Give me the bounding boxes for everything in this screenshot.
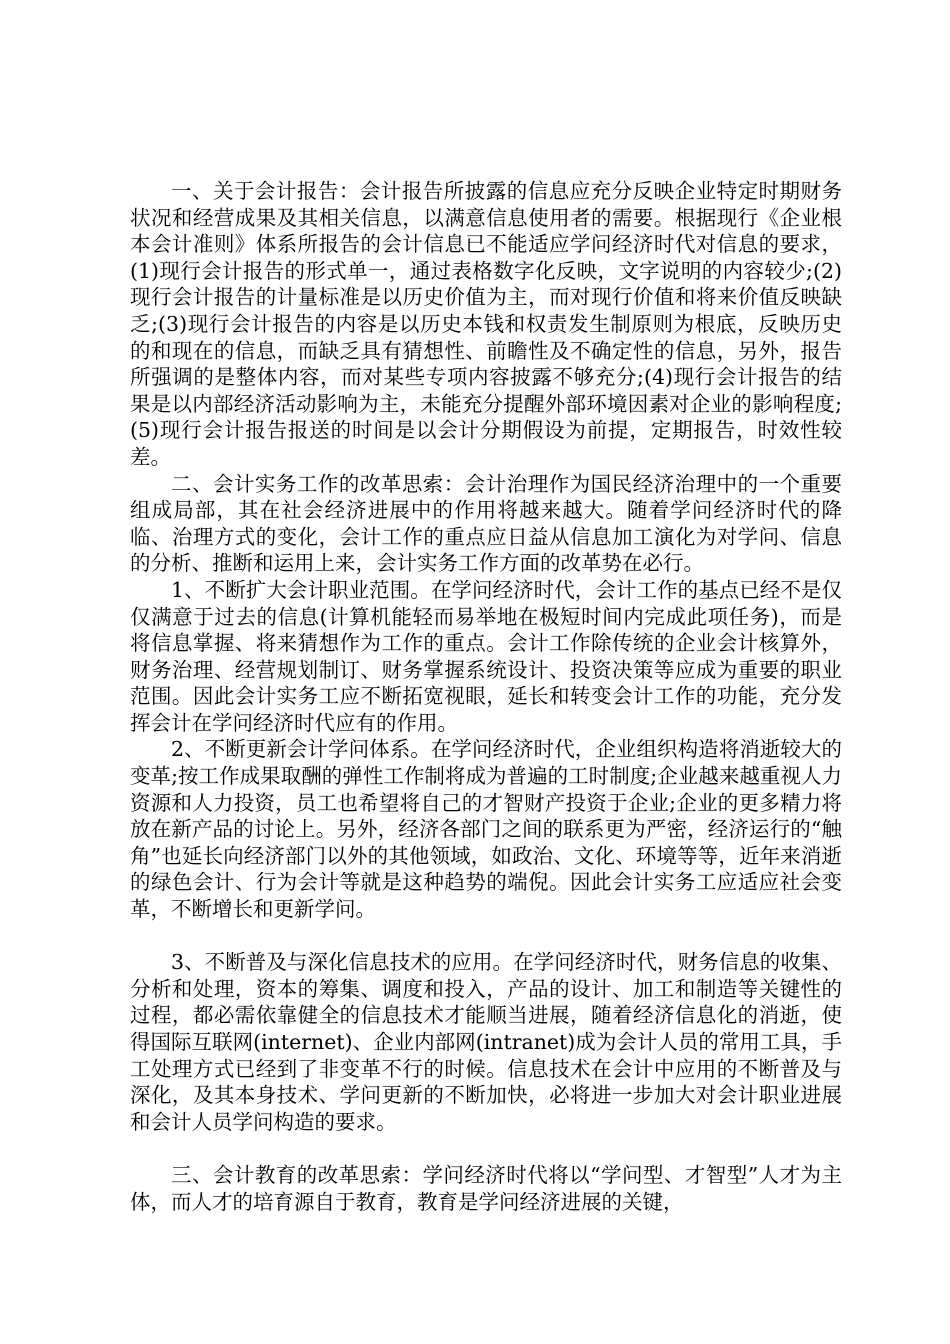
paragraph-spacer	[130, 1135, 842, 1162]
paragraph-spacer	[130, 923, 842, 950]
paragraph-information-technology: 3、不断普及与深化信息技术的应用。在学问经济时代，财务信息的收集、分析和处理，资本的筹集、调度和投入，产品的设计、加工和制造等关键性的过程，都必需依靠健全的信息技术才能顺当进展，随着经济信息化的消逝，使得国际互联网(internet)、企业内部网(intranet)成为会计人员的常用工具，手工处理方式已经到了非变革不行的时候。信息技术在会计中应用的不断普及与深化，及其本身技术、学问更新的不断加快，必将进一步加大对会计职业进展和会计人员学问构造的要求。	[130, 950, 842, 1134]
paragraph-expand-scope: 1、不断扩大会计职业范围。在学问经济时代，会计工作的基点已经不是仅仅满意于过去的信息(计算机能轻而易举地在极短时间内完成此项任务)，而是将信息掌握、将来猜想作为工作的重点。会计工作除传统的企业会计核算外，财务治理、经营规划制订、财务掌握系统设计、投资决策等应成为重要的职业范围。因此会计实务工应不断拓宽视眼，延长和转变会计工作的功能，充分发挥会计在学问经济时代应有的作用。	[130, 577, 842, 735]
paragraph-practice-reform: 二、会计实务工作的改革思索：会计治理作为国民经济治理中的一个重要组成局部，其在社会经济进展中的作用将越来越大。随着学问经济时代的降临、治理方式的变化，会计工作的重点应日益从信息加工演化为对学问、信息的分析、推断和运用上来，会计实务工作方面的改革势在必行。	[130, 471, 842, 576]
paragraph-education-reform: 三、会计教育的改革思索：学问经济时代将以“学问型、才智型”人才为主体，而人才的培育源自于教育，教育是学问经济进展的关键，	[130, 1162, 842, 1214]
document-body	[130, 178, 842, 1215]
paragraph-accounting-report: 一、关于会计报告：会计报告所披露的信息应充分反映企业特定时期财务状况和经营成果及其相关信息，以满意信息使用者的需要。根据现行《企业根本会计准则》体系所报告的会计信息已不能适应学问经济时代对信息的要求，(1)现行会计报告的形式单一，通过表格数字化反映，文字说明的内容较少;(2)现行会计报告的计量标准是以历史价值为主，而对现行价值和将来价值反映缺乏;(3)现行会计报告的内容是以历史本钱和权责发生制原则为根底，反映历史的和现在的信息，而缺乏具有猜想性、前瞻性及不确定性的信息，另外，报告所强调的是整体内容，而对某些专项内容披露不够充分;(4)现行会计报告的结果是以内部经济活动影响为主，未能充分提醒外部环境因素对企业的影响程度;(5)现行会计报告报送的时间是以会计分期假设为前提，定期报告，时效性较差。	[130, 179, 842, 469]
paragraph-update-knowledge: 2、不断更新会计学问体系。在学问经济时代，企业组织构造将消逝较大的变革;按工作成果取酬的弹性工作制将成为普遍的工时制度;企业越来越重视人力资源和人力投资，员工也希望将自己的才智财产投资于企业;企业的更多精力将放在新产品的讨论上。另外，经济各部门之间的联系更为严密，经济运行的“触角”也延长向经济部门以外的其他领域，如政治、文化、环境等等，近年来消逝的绿色会计、行为会计等就是这种趋势的端倪。因此会计实务工应适应社会变革，不断增长和更新学问。	[130, 737, 842, 922]
